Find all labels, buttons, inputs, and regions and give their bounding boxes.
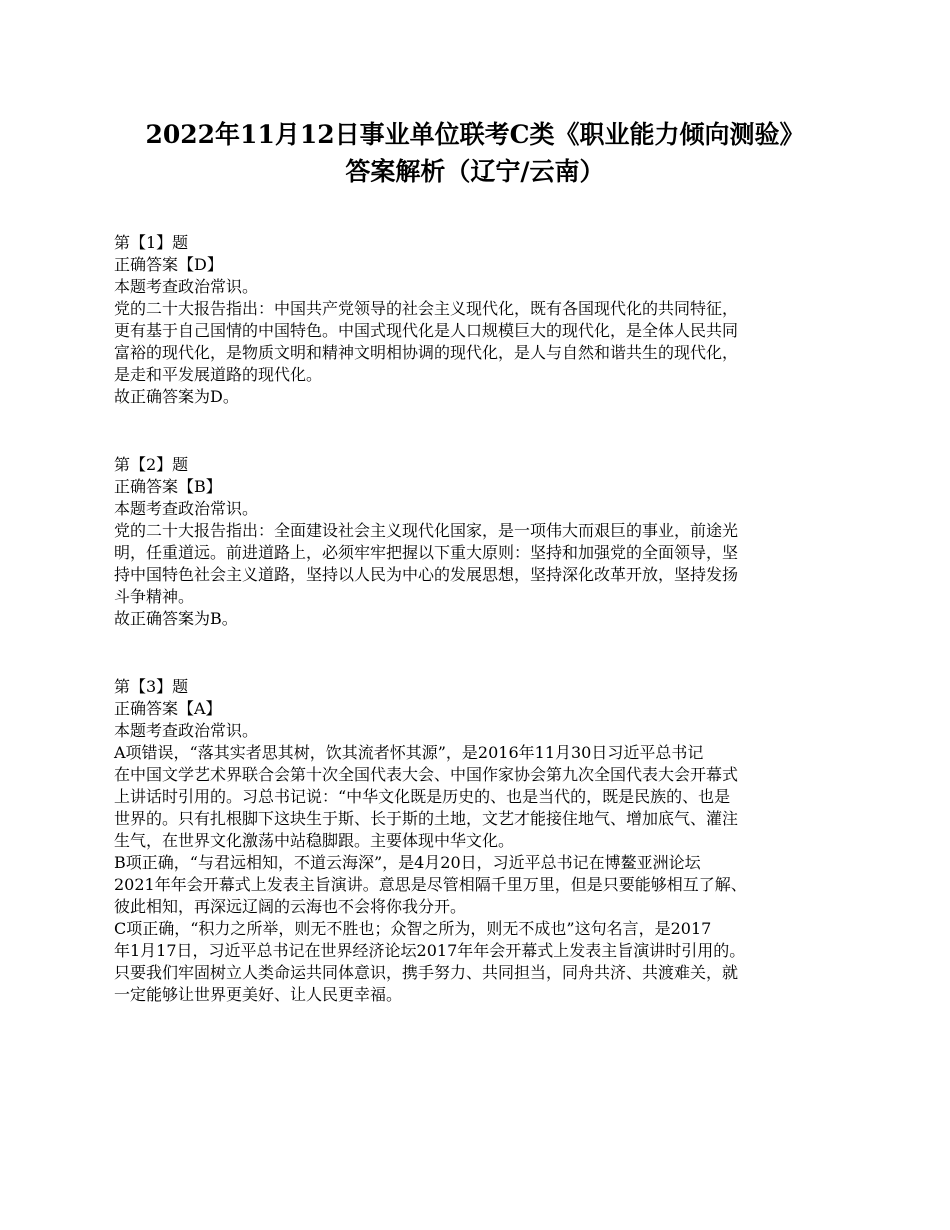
correct-answer: 正确答案【A】 (114, 699, 222, 718)
explanation-line: C项正确，“积力之所举，则无不胜也；众智之所为，则无不成也”这句名言，是2017 (114, 919, 712, 938)
correct-answer: 正确答案【B】 (114, 477, 222, 496)
explanation-line: A项错误，“落其实者思其树，饮其流者怀其源”，是2016年11月30日习近平总书记 (114, 743, 704, 762)
explanation-line: 上讲话时引用的。习总书记说：“中华文化既是历史的、也是当代的，既是民族的、也是 (114, 787, 731, 806)
question-topic: 本题考查政治常识。 (114, 277, 259, 296)
correct-answer: 正确答案【D】 (114, 255, 223, 274)
question-heading: 第【3】题 (114, 677, 189, 696)
answer-conclusion: 故正确答案为D。 (114, 387, 239, 406)
explanation-line: 世界的。只有扎根脚下这块生于斯、长于斯的土地，文艺才能接住地气、增加底气、灌注 (114, 809, 739, 828)
explanation-line: 党的二十大报告指出：全面建设社会主义现代化国家，是一项伟大而艰巨的事业，前途光 (114, 521, 739, 540)
explanation-line: 在中国文学艺术界联合会第十次全国代表大会、中国作家协会第九次全国代表大会开幕式 (114, 765, 739, 784)
explanation-line: 富裕的现代化，是物质文明和精神文明相协调的现代化，是人与自然和谐共生的现代化， (114, 343, 739, 362)
question-topic: 本题考查政治常识。 (114, 499, 259, 518)
explanation-line: 年1月17日，习近平总书记在世界经济论坛2017年年会开幕式上发表主旨演讲时引用的。 (114, 941, 746, 960)
explanation-line: 2021年年会开幕式上发表主旨演讲。意思是尽管相隔千里万里，但是只要能够相互了解、 (114, 875, 747, 894)
explanation-line: B项正确，“与君远相知，不道云海深”，是4月20日，习近平总书记在博鳌亚洲论坛 (114, 853, 701, 872)
answer-content (114, 232, 844, 1006)
explanation-line: 党的二十大报告指出：中国共产党领导的社会主义现代化，既有各国现代化的共同特征， (114, 299, 739, 318)
explanation-line: 生气，在世界文化激荡中站稳脚跟。主要体现中华文化。 (114, 831, 515, 850)
question-1 (114, 232, 844, 408)
explanation-line: 只要我们牢固树立人类命运共同体意识，携手努力、共同担当，同舟共济、共渡难关，就 (114, 963, 739, 982)
question-heading: 第【2】题 (114, 455, 189, 474)
explanation-line: 斗争精神。 (114, 587, 195, 606)
explanation-line: 是走和平发展道路的现代化。 (114, 365, 323, 384)
title-line-2: 答案解析（辽宁/云南） (345, 157, 605, 186)
explanation-line: 持中国特色社会主义道路，坚持以人民为中心的发展思想，坚持深化改革开放，坚持发扬 (114, 565, 739, 584)
document-title (60, 116, 890, 190)
explanation-line: 更有基于自己国情的中国特色。中国式现代化是人口规模巨大的现代化，是全体人民共同 (114, 321, 739, 340)
explanation-line: 一定能够让世界更美好、让人民更幸福。 (114, 985, 403, 1004)
explanation-line: 明，任重道远。前进道路上，必须牢牢把握以下重大原则：坚持和加强党的全面领导，坚 (114, 543, 739, 562)
question-heading: 第【1】题 (114, 233, 189, 252)
explanation-line: 彼此相知，再深远辽阔的云海也不会将你我分开。 (114, 897, 467, 916)
question-2 (114, 454, 844, 630)
question-3 (114, 676, 844, 1006)
title-line-1: 2022年11月12日事业单位联考C类《职业能力倾向测验》 (145, 120, 805, 149)
answer-conclusion: 故正确答案为B。 (114, 609, 238, 628)
question-topic: 本题考查政治常识。 (114, 721, 259, 740)
